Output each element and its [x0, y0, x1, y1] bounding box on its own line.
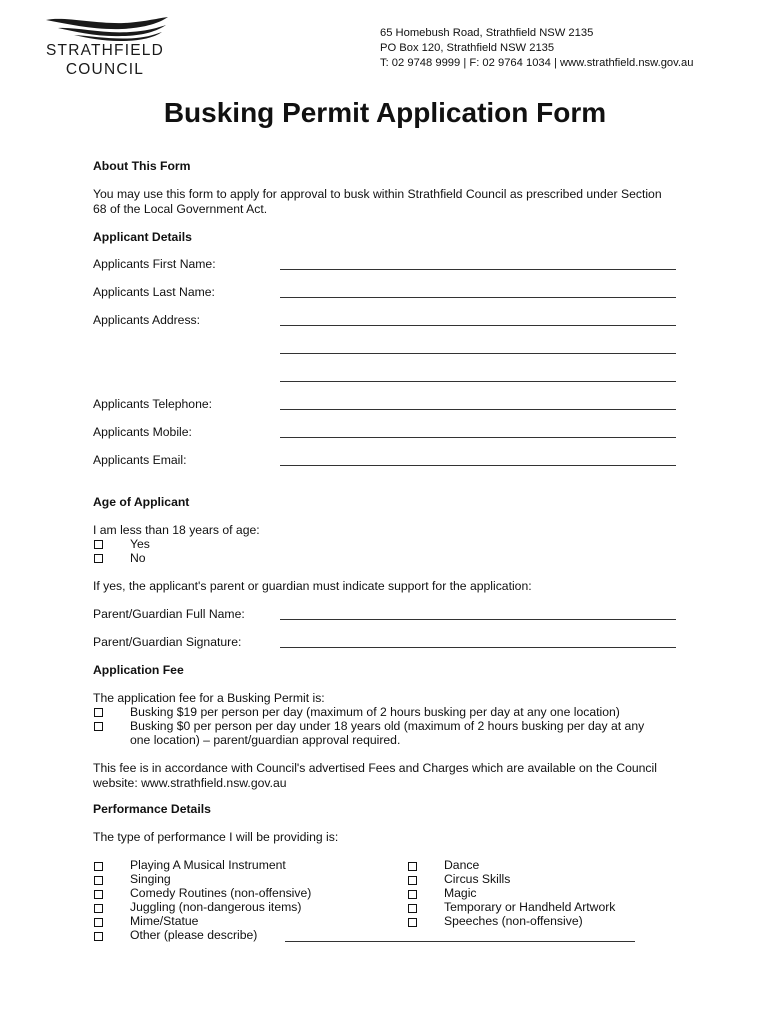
performance-option-checkbox[interactable]: [408, 890, 417, 899]
performance-option-musical-instrument: Playing A Musical Instrument: [130, 858, 286, 872]
about-text: You may use this form to apply for approval to busk within Strathfield Council as prescribed under Section 68 of the Local Government Act.: [93, 187, 662, 216]
performance-option-checkbox[interactable]: [408, 918, 417, 927]
address-field-line-3[interactable]: [280, 381, 676, 382]
guardian-name-label: Parent/Guardian Full Name:: [93, 607, 245, 621]
performance-option-circus: Circus Skills: [444, 872, 511, 886]
performance-option-singing: Singing: [130, 872, 171, 886]
telephone-label: Applicants Telephone:: [93, 397, 213, 411]
telephone-field[interactable]: [280, 409, 676, 410]
email-field[interactable]: [280, 465, 676, 466]
address-field-line-1[interactable]: [280, 325, 676, 326]
guardian-signature-label: Parent/Guardian Signature:: [93, 635, 242, 649]
performance-option-speeches: Speeches (non-offensive): [444, 914, 583, 928]
age-heading: Age of Applicant: [93, 495, 190, 509]
age-yes-label: Yes: [130, 537, 150, 551]
fee-intro: The application fee for a Busking Permit is:: [93, 691, 325, 705]
first-name-field[interactable]: [280, 269, 676, 270]
performance-option-checkbox[interactable]: [94, 918, 103, 927]
performance-option-checkbox[interactable]: [94, 904, 103, 913]
fee-option-19-checkbox[interactable]: [94, 708, 103, 717]
fee-heading: Application Fee: [93, 663, 184, 677]
performance-option-artwork: Temporary or Handheld Artwork: [444, 900, 616, 914]
logo-text-strathfield: STRATHFIELD: [46, 42, 164, 59]
address-line-street: 65 Homebush Road, Strathfield NSW 2135: [380, 27, 594, 39]
address-label: Applicants Address:: [93, 313, 201, 327]
performance-option-mime: Mime/Statue: [130, 914, 199, 928]
council-logo: [40, 14, 175, 82]
guardian-signature-field[interactable]: [280, 647, 676, 648]
fee-option-0-label-line-1: Busking $0 per person per day under 18 years old (maximum of 2 hours busking per day at any: [130, 719, 645, 733]
address-line-po-box: PO Box 120, Strathfield NSW 2135: [380, 42, 555, 54]
age-yes-checkbox[interactable]: [94, 540, 103, 549]
last-name-label: Applicants Last Name:: [93, 285, 215, 299]
applicant-details-heading: Applicant Details: [93, 230, 192, 244]
age-no-checkbox[interactable]: [94, 554, 103, 563]
address-field-line-2[interactable]: [280, 353, 676, 354]
logo-text-council: COUNCIL: [65, 61, 145, 78]
performance-heading: Performance Details: [93, 802, 211, 816]
page-title: Busking Permit Application Form: [163, 97, 607, 128]
performance-option-checkbox[interactable]: [94, 862, 103, 871]
about-heading: About This Form: [93, 159, 191, 173]
guardian-name-field[interactable]: [280, 619, 676, 620]
performance-option-juggling: Juggling (non-dangerous items): [130, 900, 302, 914]
performance-option-magic: Magic: [444, 886, 477, 900]
age-no-label: No: [130, 551, 146, 565]
first-name-label: Applicants First Name:: [93, 257, 216, 271]
performance-option-checkbox[interactable]: [408, 876, 417, 885]
fee-option-0-checkbox[interactable]: [94, 722, 103, 731]
performance-option-checkbox[interactable]: [94, 932, 103, 941]
council-logo-swoosh-icon: [44, 14, 170, 42]
mobile-label: Applicants Mobile:: [93, 425, 192, 439]
email-label: Applicants Email:: [93, 453, 187, 467]
performance-option-checkbox[interactable]: [94, 890, 103, 899]
performance-option-checkbox[interactable]: [408, 904, 417, 913]
last-name-field[interactable]: [280, 297, 676, 298]
fee-option-19-label: Busking $19 per person per day (maximum of 2 hours busking per day at any one location): [130, 705, 620, 719]
other-describe-field[interactable]: [285, 941, 635, 942]
fee-note: This fee is in accordance with Council's advertised Fees and Charges which are available on the Council website: www.strathfield.nsw.gov.au: [93, 761, 657, 790]
performance-intro: The type of performance I will be providing is:: [93, 830, 339, 844]
fee-option-0-label-line-2: one location) – parent/guardian approval required.: [130, 733, 401, 747]
performance-option-checkbox[interactable]: [408, 862, 417, 871]
performance-option-other: Other (please describe): [130, 928, 258, 942]
guardian-note: If yes, the applicant's parent or guardian must indicate support for the application:: [93, 579, 532, 593]
age-question: I am less than 18 years of age:: [93, 523, 260, 537]
performance-option-comedy: Comedy Routines (non-offensive): [130, 886, 312, 900]
performance-option-dance: Dance: [444, 858, 480, 872]
performance-option-checkbox[interactable]: [94, 876, 103, 885]
address-line-contact: T: 02 9748 9999 | F: 02 9764 1034 | www.strathfield.nsw.gov.au: [380, 57, 694, 69]
mobile-field[interactable]: [280, 437, 676, 438]
